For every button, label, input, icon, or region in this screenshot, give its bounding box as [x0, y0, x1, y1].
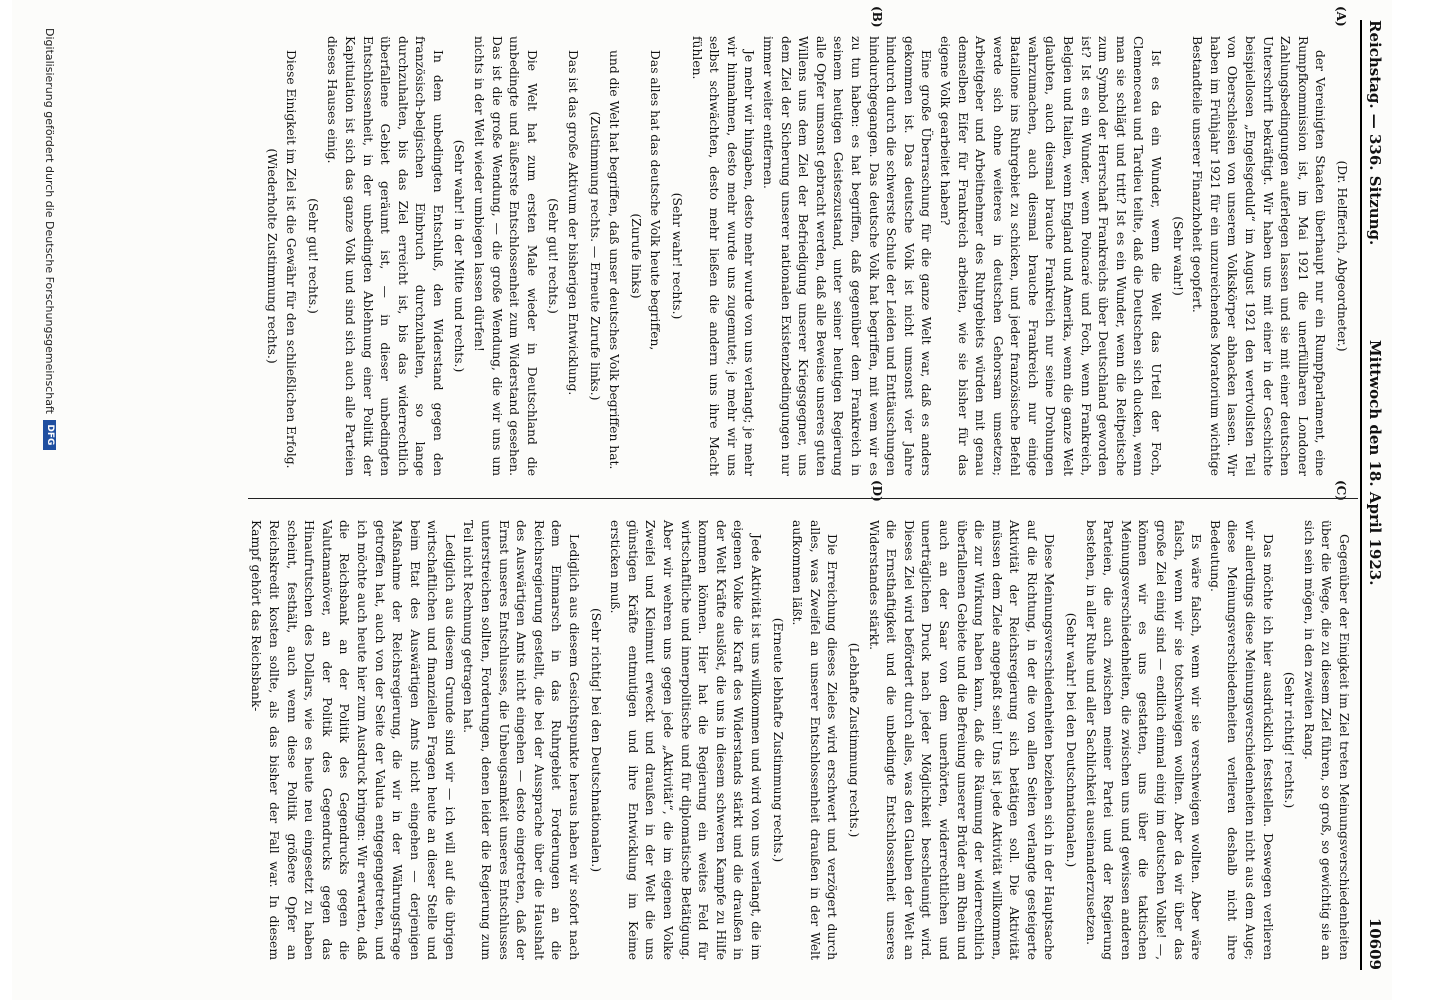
dfg-logo: DFG: [43, 420, 56, 450]
paragraph: Eine große Überraschung für die ganze Welt war, daß es anders gekommen ist. Das deutsche Volk ist nicht umsonst vier Jahre hindurch durch die schwerste Schule der Leiden und Enttäuschungen hindurchgegangen. Das deutsche Volk hat begriffen, mit wem wir es zu tun haben: es hat begriffen, daß gegenüber dem Frankreich in seinem heutigen Geisteszustand, unter seiner heutigen Regierung alle Opfer umsonst gebracht werden, daß alle Beweise unseres guten Willens uns dem Ziel der Befriedigung unserer Kriegsgegner, uns dem Ziel der Sicherung unserer nationalen Existenzbedingungen nur immer weiter entfernen.: [761, 36, 934, 476]
paragraph: (Sehr wahr! bei den Deutschnationalen.): [1064, 612, 1079, 868]
paragraph: Ist es da ein Wunder, wenn die Welt das Urteil der Foch, Clemenceau und Tardieu teilte, daß die Deutschen sich ducken, wenn man sie schlägt und tritt? Ist es ein Wunder, wenn die Reitpeitsche zum Symbol der Herrschaft Frankreichs über Deutschland geworden ist? Ist es ein Wunder, wenn Poincaré und Foch, wenn Frankreich, Belgien und Italien, wenn England und Amerika, wenn die ganze Welt glaubten, auch diesmal brauche Frankreich nur seine Drohungen wahrzumachen, auch diesmal brauche Frankreich nur einige Bataillone ins Ruhrgebiet zu schicken, und jeder französische Befehl werde sich ohne weiteres in deutschen Gehorsam umsetzen; Arbeitgeber und Arbeitnehmer des Ruhrgebiets würden mit genau demselben Eifer für Frankreich arbeiten, wie sie bisher für das eigene Volk gearbeitet haben?: [937, 36, 1164, 476]
paragraph: (Sehr richtig! rechts.): [1282, 671, 1297, 809]
paragraph: Lediglich aus diesem Gesichtspunkte heraus haben wir sofort nach dem Einmarsch in das Ruhrgebiet Forderungen an die Reichsregierung gestellt, die bei der Aussprache über die Haushalt des Auswärtigen Amts nicht eingehen — desto eingetreten, daß der Ernst unseres Entschlusses, die Unbeugsamkeit unseres Entschlusses unterstreichen sollten, Forderungen, denen leider die Regierung zum Teil nicht Rechnung getragen hat.: [461, 520, 582, 960]
document-page: [12, 0, 1392, 1000]
page-header: [1360, 20, 1388, 970]
speaker-label: (Dr. Helfferich, Abgeordneter.): [1335, 160, 1349, 352]
column-divider: [248, 498, 1358, 499]
margin-mark-c: (C): [1334, 480, 1348, 501]
right-column: [246, 520, 1352, 960]
digitization-credit: [43, 28, 56, 988]
paragraph: (Erneute lebhafte Zustimmung rechts.): [770, 617, 785, 863]
paragraph: (Sehr richtig! bei den Deutschnationalen.): [588, 607, 603, 873]
paragraph: (Wiederholte Zustimmung rechts.): [264, 148, 279, 364]
paragraph: (Sehr wahr!): [1170, 216, 1185, 296]
margin-mark-d: (D): [870, 480, 884, 502]
paragraph: In dem unbedingten Entschluß, den Widerstand gegen den französisch-belgischen Einbruch durchzuhalten, so lange durchzuhalten, bis das Ziel erreicht ist, bis das widerrechtlich überfallene Gebiet geräumt ist, — in dieser unbedingten Entschlossenheit, in der unbedingten Ablehnung einer Politik der Kapitulation ist sich das ganze Volk und sind sich auch alle Parteien dieses Hauses einig.: [325, 36, 445, 476]
left-column: [258, 36, 1352, 476]
paragraph: Gegenüber der Einigkeit im Ziel treten Meinungsverschiedenheiten über die Wege, die zu diesem Ziel führen, so groß, so gewichtig sie an sich sein mögen, in den zweiten Rang.: [1301, 520, 1351, 960]
paragraph: (Sehr gut! rechts.): [305, 198, 320, 314]
credit-text: Digitalisierung gefördert durch die Deutsche Forschungsgemeinschaft: [43, 28, 56, 414]
paragraph: Das ist das große Aktivum der bisherigen Entwicklung.: [566, 50, 581, 396]
paragraph: (Sehr gut! rechts.): [546, 198, 561, 314]
header-date: Mittwoch den 18. April 1923.: [1366, 340, 1384, 586]
margin-mark-b: (B): [870, 6, 884, 28]
paragraph: Das alles hat das deutsche Volk heute begriffen,: [648, 50, 663, 351]
paragraph: Die Erreichung dieses Zieles wird erschwert und verzögert durch alles, was Zweifel an unserer Entschlossenheit draußen in der Welt aufkommen läßt.: [790, 520, 840, 960]
paragraph: Das möchte ich hier ausdrücklich feststellen. Deswegen verlieren wir allerdings diese Meinungsverschiedenheiten nicht aus dem Auge; diese Meinungsverschiedenheiten verlieren deshalb nicht ihre Bedeutung.: [1207, 520, 1275, 960]
left-paragraphs: [262, 36, 1328, 476]
paragraph: und die Welt hat begriffen, daß unser deutsches Volk begriffen hat.: [607, 50, 622, 470]
margin-mark-a: (A): [1334, 6, 1348, 27]
paragraph: Jede Aktivität ist uns willkommen und wird von uns verlangt, die im eigenen Volke die Kraft des Widerstands stärkt und die draußen in der Welt Kräfte auslöst, die uns in diesem schweren Kampfe zu Hilfe kommen können. Hier hat die Regierung ein weites Feld für wirtschaftliche und innerpolitische und für diplomatische Betätigung. Aber wir wehren uns gegen jede „Aktivität“, die im eigenen Volke Zweifel und Kleinmut erweckt und draußen in der Welt die uns günstigen Kräfte entmutigen und ihre Entwicklung im Keime ersticken muß.: [608, 520, 763, 960]
paragraph: (Zustimmung rechts. — Erneute Zurufe links.): [587, 111, 602, 401]
paragraph: Diese Meinungsverschiedenheiten beziehen sich in der Hauptsache auf die Richtung, in der die von allen Seiten verlangte gesteigerte Aktivität der Reichsregierung sich betätigen soll. Die Aktivität müssen dem Ziele angepaßt sein! Uns ist jede Aktivität willkommen, die zur Wirkung haben kann, daß die Räumung der widerrechtlich überfallenen Gebiete und die Befreiung unserer Brüder am Rhein und auch an der Saar von dem unerhörten, widerrechtlichen und unerträglichen Druck nach jeder Möglichkeit beschleunigt wird. Dieses Ziel wird befördert durch alles, was den Glauben der Welt an die Ernsthaftigkeit und die unbedingte Entschlossenheit unseres Widerstandes stärkt.: [866, 520, 1057, 960]
header-left: Reichstag. — 336. Sitzung.: [1366, 20, 1384, 246]
paragraph: Lediglich aus diesem Grunde sind wir — ich will auf die übrigen wirtschaftlichen und finanziellen Fragen heute an dieser Stelle und beim Etat des Auswärtigen Amts nicht eingehen — derjenigen Maßnahme der Reichsregierung, die wir in der Währungsfrage getroffen hat, auch von der Seite der Valuta entgegengetreten, und ich möchte auch heute hier zum Ausdruck bringen: Wir erwarten, daß die Reichsbank an der Politik des Gegendrucks gegen die Valutamanöver, an der Politik des Gegendrucks gegen das Hinaufrutschen des Dollars, wie es heute neu eingesetzt zu haben scheint, festhält, auch wenn diese Politik größere Opfer an Reichskredit kosten sollte, als das bisher der Fall war. In diesem Kampf gehört das Reichsbank-: [249, 520, 457, 960]
paragraph: (Sehr wahr! in der Mitte und rechts.): [452, 139, 467, 373]
right-paragraphs: [247, 520, 1352, 960]
paragraph: Die Welt hat zum ersten Male wieder in Deutschland die unbedingte und äußerste Entschlossenheit zum Widerstand gesehen. Das ist die große Wendung, — die große Wendung, die wir uns um nichts in der Welt wieder umbiegen lassen dürfen!: [472, 36, 539, 476]
paragraph: (Lebhafte Zustimmung rechts.): [846, 642, 861, 838]
paragraph: Je mehr wir hingaben, desto mehr wurde von uns verlangt; je mehr wir hinnahmen, desto mehr wurde uns zugemutet; je mehr wir uns selbst schwächten, desto mehr ließen die andern uns ihre Macht fühlen.: [689, 36, 757, 476]
paragraph: (Sehr wahr! rechts.): [670, 192, 685, 320]
paragraph: Es wäre falsch, wenn wir sie verschweigen wollten. Aber wäre falsch, wenn wir sie totschweigen wollten. Aber da wir über das große Ziel einig sind — endlich einmal einig im deutschen Volke! —, können wir es uns gestatten, uns über die taktischen Meinungsverschiedenheiten, die zwischen uns und gewissen anderen Parteien, die auch zwischen meiner Partei und der Regierung bestehen, in aller Ruhe und aller Sachlichkeit auseinanderzusetzen.: [1083, 520, 1204, 960]
paragraph: (Zurufe links): [628, 213, 643, 299]
paragraph: der Vereinigten Staaten überhaupt nur ein Rumpfparlament, eine Rumpfkommission ist, im Mai 1921 die unerfüllbaren Londoner Zahlungsbedingungen auferlegen lassen und sie mit einer deutschen Unterschrift bekräftigt. Wir haben uns mit einer in der Geschichte beispiellosen „Engelsgeduld“ im August 1921 den wertvollsten Teil von Oberschlesien von unserem Volkskörper abhacken lassen. Wir haben im Frühjahr 1921 für ein unzureichendes Moratorium wichtige Bestandteile unserer Finanzhoheit geopfert.: [1190, 36, 1328, 476]
paragraph: Diese Einigkeit im Ziel ist die Gewähr für den schließlichen Erfolg.: [284, 50, 299, 469]
page-number: 10609: [1366, 917, 1384, 970]
